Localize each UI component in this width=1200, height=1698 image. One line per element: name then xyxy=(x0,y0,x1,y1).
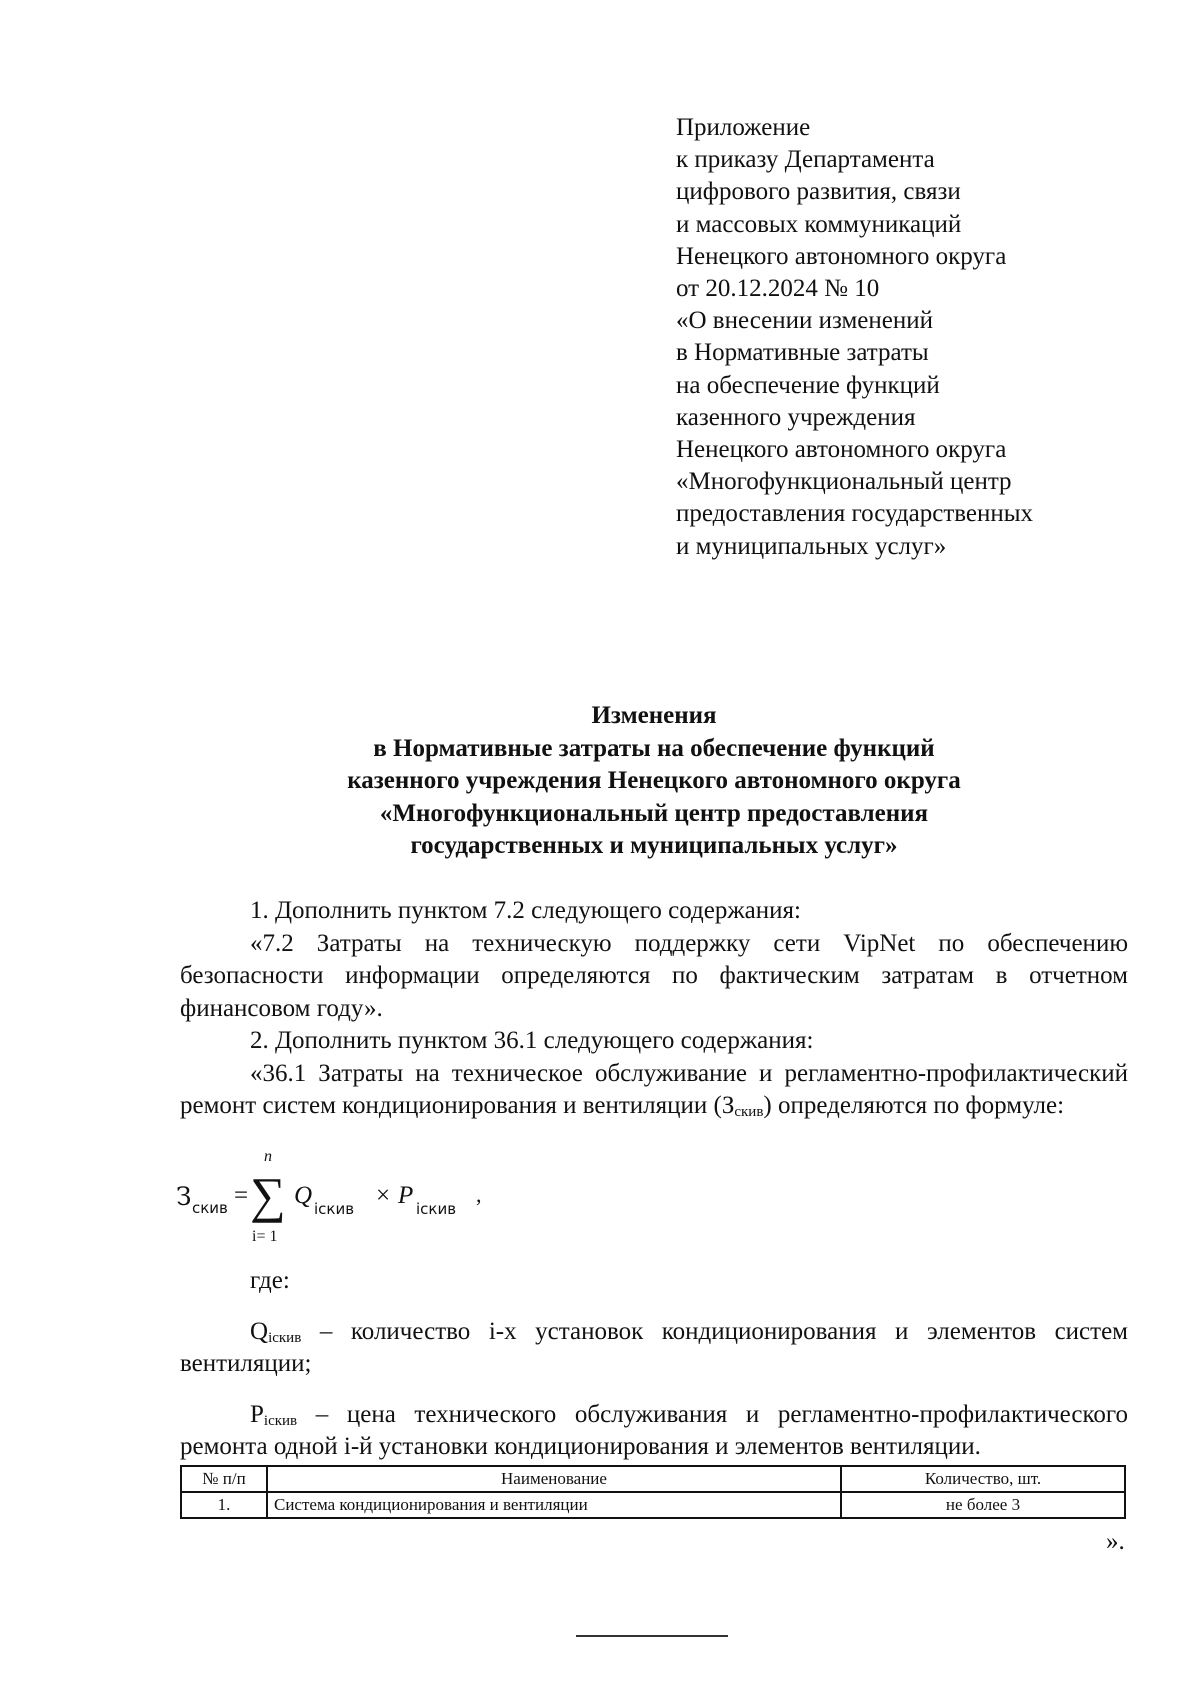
table-header-row xyxy=(181,1466,1125,1492)
legend-p-text: – цена технического обслуживания и регламентно-профилактического ремонта одной i-й установки кондиционирования и элементов вентиляции. xyxy=(180,1400,1128,1460)
header-number: № п/п xyxy=(181,1466,267,1492)
paragraph-36-1 xyxy=(180,1058,1128,1123)
cost-formula xyxy=(176,1148,496,1248)
formula-times: × xyxy=(376,1182,391,1209)
formula-q: Q xyxy=(294,1182,313,1209)
legend-q xyxy=(180,1316,1128,1381)
appendix-line: в Нормативные затраты xyxy=(676,339,929,367)
appendix-line: Ненецкого автономного округа xyxy=(676,436,1007,464)
cell-number: 1. xyxy=(181,1492,267,1518)
appendix-line: к приказу Департамента xyxy=(676,146,935,174)
appendix-line: на обеспечение функций xyxy=(676,371,940,399)
paragraph-7-2: «7.2 Затраты на техническую поддержку сети VipNet по обеспечению безопасности информации определяются по фактическим затратам в отчетном финансовом году». xyxy=(180,929,1128,1022)
appendix-line: «Многофункциональный центр xyxy=(676,468,1012,496)
legend-q-subscript: iскив xyxy=(268,1329,302,1346)
legend-p xyxy=(180,1399,1128,1464)
formula-lhs-subscript: скив xyxy=(192,1199,228,1217)
spacer xyxy=(180,1381,1128,1399)
table-row xyxy=(181,1492,1125,1518)
paragraph-item-1: 1. Дополнить пунктом 7.2 следующего содержания: xyxy=(250,897,801,924)
appendix-line: «О внесении изменений xyxy=(676,307,934,335)
appendix-line: Ненецкого автономного округа xyxy=(676,242,1007,270)
appendix-header xyxy=(676,112,1116,563)
formula-equals: = xyxy=(234,1182,249,1209)
cell-quantity: не более 3 xyxy=(841,1492,1125,1518)
closing-quote: ». xyxy=(1106,1528,1125,1555)
appendix-line: цифрового развития, связи xyxy=(676,178,961,206)
formula-lhs: З xyxy=(176,1182,192,1211)
appendix-line: предоставления государственных xyxy=(676,500,1034,528)
table xyxy=(180,1465,1126,1519)
formula-q-subscript: iскив xyxy=(314,1200,355,1218)
appendix-line: и массовых коммуникаций xyxy=(676,210,962,238)
title-line: Изменения xyxy=(591,702,717,729)
document-body xyxy=(180,895,1128,1123)
appendix-line: от 20.12.2024 № 10 xyxy=(676,275,880,303)
paragraph-36-1-tail: ) определяются по формуле: xyxy=(763,1092,1065,1119)
formula-p: P xyxy=(398,1182,414,1209)
subscript: скив xyxy=(734,1104,764,1120)
spacer xyxy=(180,1298,1128,1316)
title-line: «Многофункциональный центр предоставления xyxy=(379,799,929,827)
formula-p-subscript: iскив xyxy=(416,1200,457,1218)
header-quantity: Количество, шт. xyxy=(841,1466,1125,1492)
where-label: где: xyxy=(250,1267,290,1294)
appendix-line: и муниципальных услуг» xyxy=(676,532,947,560)
formula-sum-sign: ∑ xyxy=(250,1167,286,1223)
document-title xyxy=(180,700,1128,863)
appendix-line: казенного учреждения xyxy=(676,403,916,431)
header-name: Наименование xyxy=(267,1466,841,1492)
paragraph-36-1-text: «36.1 Затраты на техническое обслуживание и регламентно-профилактический ремонт систем кондиционирования и вентиляции (З xyxy=(180,1059,1128,1119)
bottom-divider xyxy=(576,1635,728,1637)
legend-p-subscript: iскив xyxy=(263,1412,298,1429)
legend-q-text: – количество i-х установок кондиционирования и элементов систем вентиляции; xyxy=(180,1317,1128,1377)
formula-legend xyxy=(180,1265,1128,1464)
equipment-table xyxy=(180,1465,1126,1519)
paragraph-item-2: 2. Дополнить пунктом 36.1 следующего содержания: xyxy=(250,1027,814,1054)
formula-upper-limit: n xyxy=(264,1148,272,1165)
appendix-line: Приложение xyxy=(676,114,811,141)
legend-q-symbol: Q xyxy=(250,1317,269,1345)
formula-comma: , xyxy=(476,1182,482,1207)
title-line: казенного учреждения Ненецкого автономного округа xyxy=(347,767,961,795)
title-line: государственных и муниципальных услуг» xyxy=(410,832,898,860)
cell-name: Система кондиционирования и вентиляции xyxy=(267,1492,841,1518)
legend-p-symbol: P xyxy=(250,1400,264,1428)
title-line: в Нормативные затраты на обеспечение функций xyxy=(373,734,935,762)
formula-lower-limit: i= 1 xyxy=(252,1228,278,1245)
